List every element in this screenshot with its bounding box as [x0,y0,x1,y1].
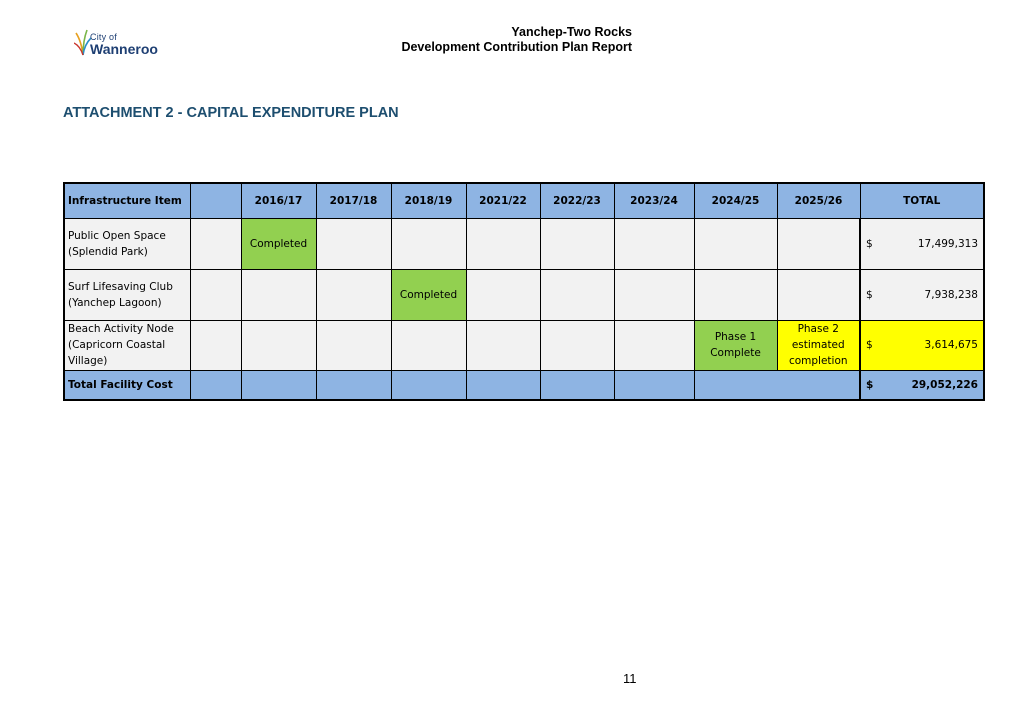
empty-cell [614,320,694,370]
grand-total-amount: 29,052,226 [911,378,978,391]
empty-cell [391,370,466,400]
currency-symbol: $ [866,378,874,391]
report-title-line1: Yanchep-Two Rocks [511,25,632,39]
col-2016-17: 2016/17 [241,183,316,218]
phase2-line: Phase 2 [797,323,839,335]
currency-symbol: $ [866,288,873,301]
empty-cell [466,269,540,320]
col-infrastructure-item: Infrastructure Item [64,183,190,218]
phase1-line: Complete [710,347,761,359]
item-line: (Yanchep Lagoon) [68,296,162,309]
empty-cell [614,269,694,320]
table-row [64,320,984,370]
empty-cell [316,320,391,370]
item-line: Surf Lifesaving Club [68,280,173,293]
currency-symbol: $ [866,237,873,250]
col-blank [190,183,241,218]
phase1-line: Phase 1 [714,331,757,343]
attachment-title: ATTACHMENT 2 - CAPITAL EXPENDITURE PLAN [63,105,399,121]
item-line: Village) [68,355,108,367]
status-completed-cell: Completed [391,269,466,320]
col-2017-18: 2017/18 [316,183,391,218]
table-header-row [64,183,984,218]
blank-cell [190,320,241,370]
page-number: 11 [623,671,637,686]
empty-cell [316,218,391,269]
col-2018-19: 2018/19 [391,183,466,218]
empty-cell [241,269,316,320]
col-2021-22: 2021/22 [466,183,540,218]
status-completed-cell: Completed [241,218,316,269]
empty-cell [540,269,614,320]
total-amount: 3,614,675 [924,339,978,351]
city-of-wanneroo-logo [74,27,164,59]
phase1-complete-cell [694,320,777,370]
col-2023-24: 2023/24 [614,183,694,218]
empty-cell [540,370,614,400]
empty-cell [466,218,540,269]
phase2-line: completion [788,355,848,367]
empty-cell [540,320,614,370]
blank-cell [190,269,241,320]
total-amount: 17,499,313 [917,237,978,250]
row-total-cell [860,269,984,320]
phase2-line: estimated [791,339,845,351]
empty-cell [694,218,777,269]
row-total-cell [860,320,984,370]
item-line: (Splendid Park) [68,245,148,258]
empty-cell [694,370,860,400]
empty-cell [614,218,694,269]
phase2-estimated-cell [777,320,860,370]
empty-cell [540,218,614,269]
empty-cell [466,320,540,370]
item-line: Beach Activity Node [68,323,174,335]
empty-cell [466,370,540,400]
report-header [401,25,632,55]
empty-cell [614,370,694,400]
blank-cell [190,218,241,269]
logo-line2: Wanneroo [90,41,158,57]
report-title-line2: Development Contribution Plan Report [401,40,632,54]
grand-total-cell [860,370,984,400]
total-facility-cost-row [64,370,984,400]
col-2022-23: 2022/23 [540,183,614,218]
blank-cell [190,370,241,400]
row-item-name [64,320,190,370]
empty-cell [777,218,860,269]
empty-cell [391,320,466,370]
currency-symbol: $ [866,339,873,351]
row-item-name [64,269,190,320]
empty-cell [241,370,316,400]
item-line: (Capricorn Coastal [68,339,166,351]
row-item-name [64,218,190,269]
total-label: Total Facility Cost [64,370,190,400]
logo-line1: City of [90,32,117,42]
empty-cell [316,370,391,400]
col-total: TOTAL [860,183,984,218]
empty-cell [241,320,316,370]
row-total-cell [860,218,984,269]
total-amount: 7,938,238 [924,288,978,301]
col-2024-25: 2024/25 [694,183,777,218]
empty-cell [777,269,860,320]
table-row [64,218,984,269]
item-line: Public Open Space [68,229,166,242]
empty-cell [316,269,391,320]
table-row [64,269,984,320]
empty-cell [391,218,466,269]
col-2025-26: 2025/26 [777,183,860,218]
empty-cell [694,269,777,320]
capital-expenditure-table [63,182,985,401]
